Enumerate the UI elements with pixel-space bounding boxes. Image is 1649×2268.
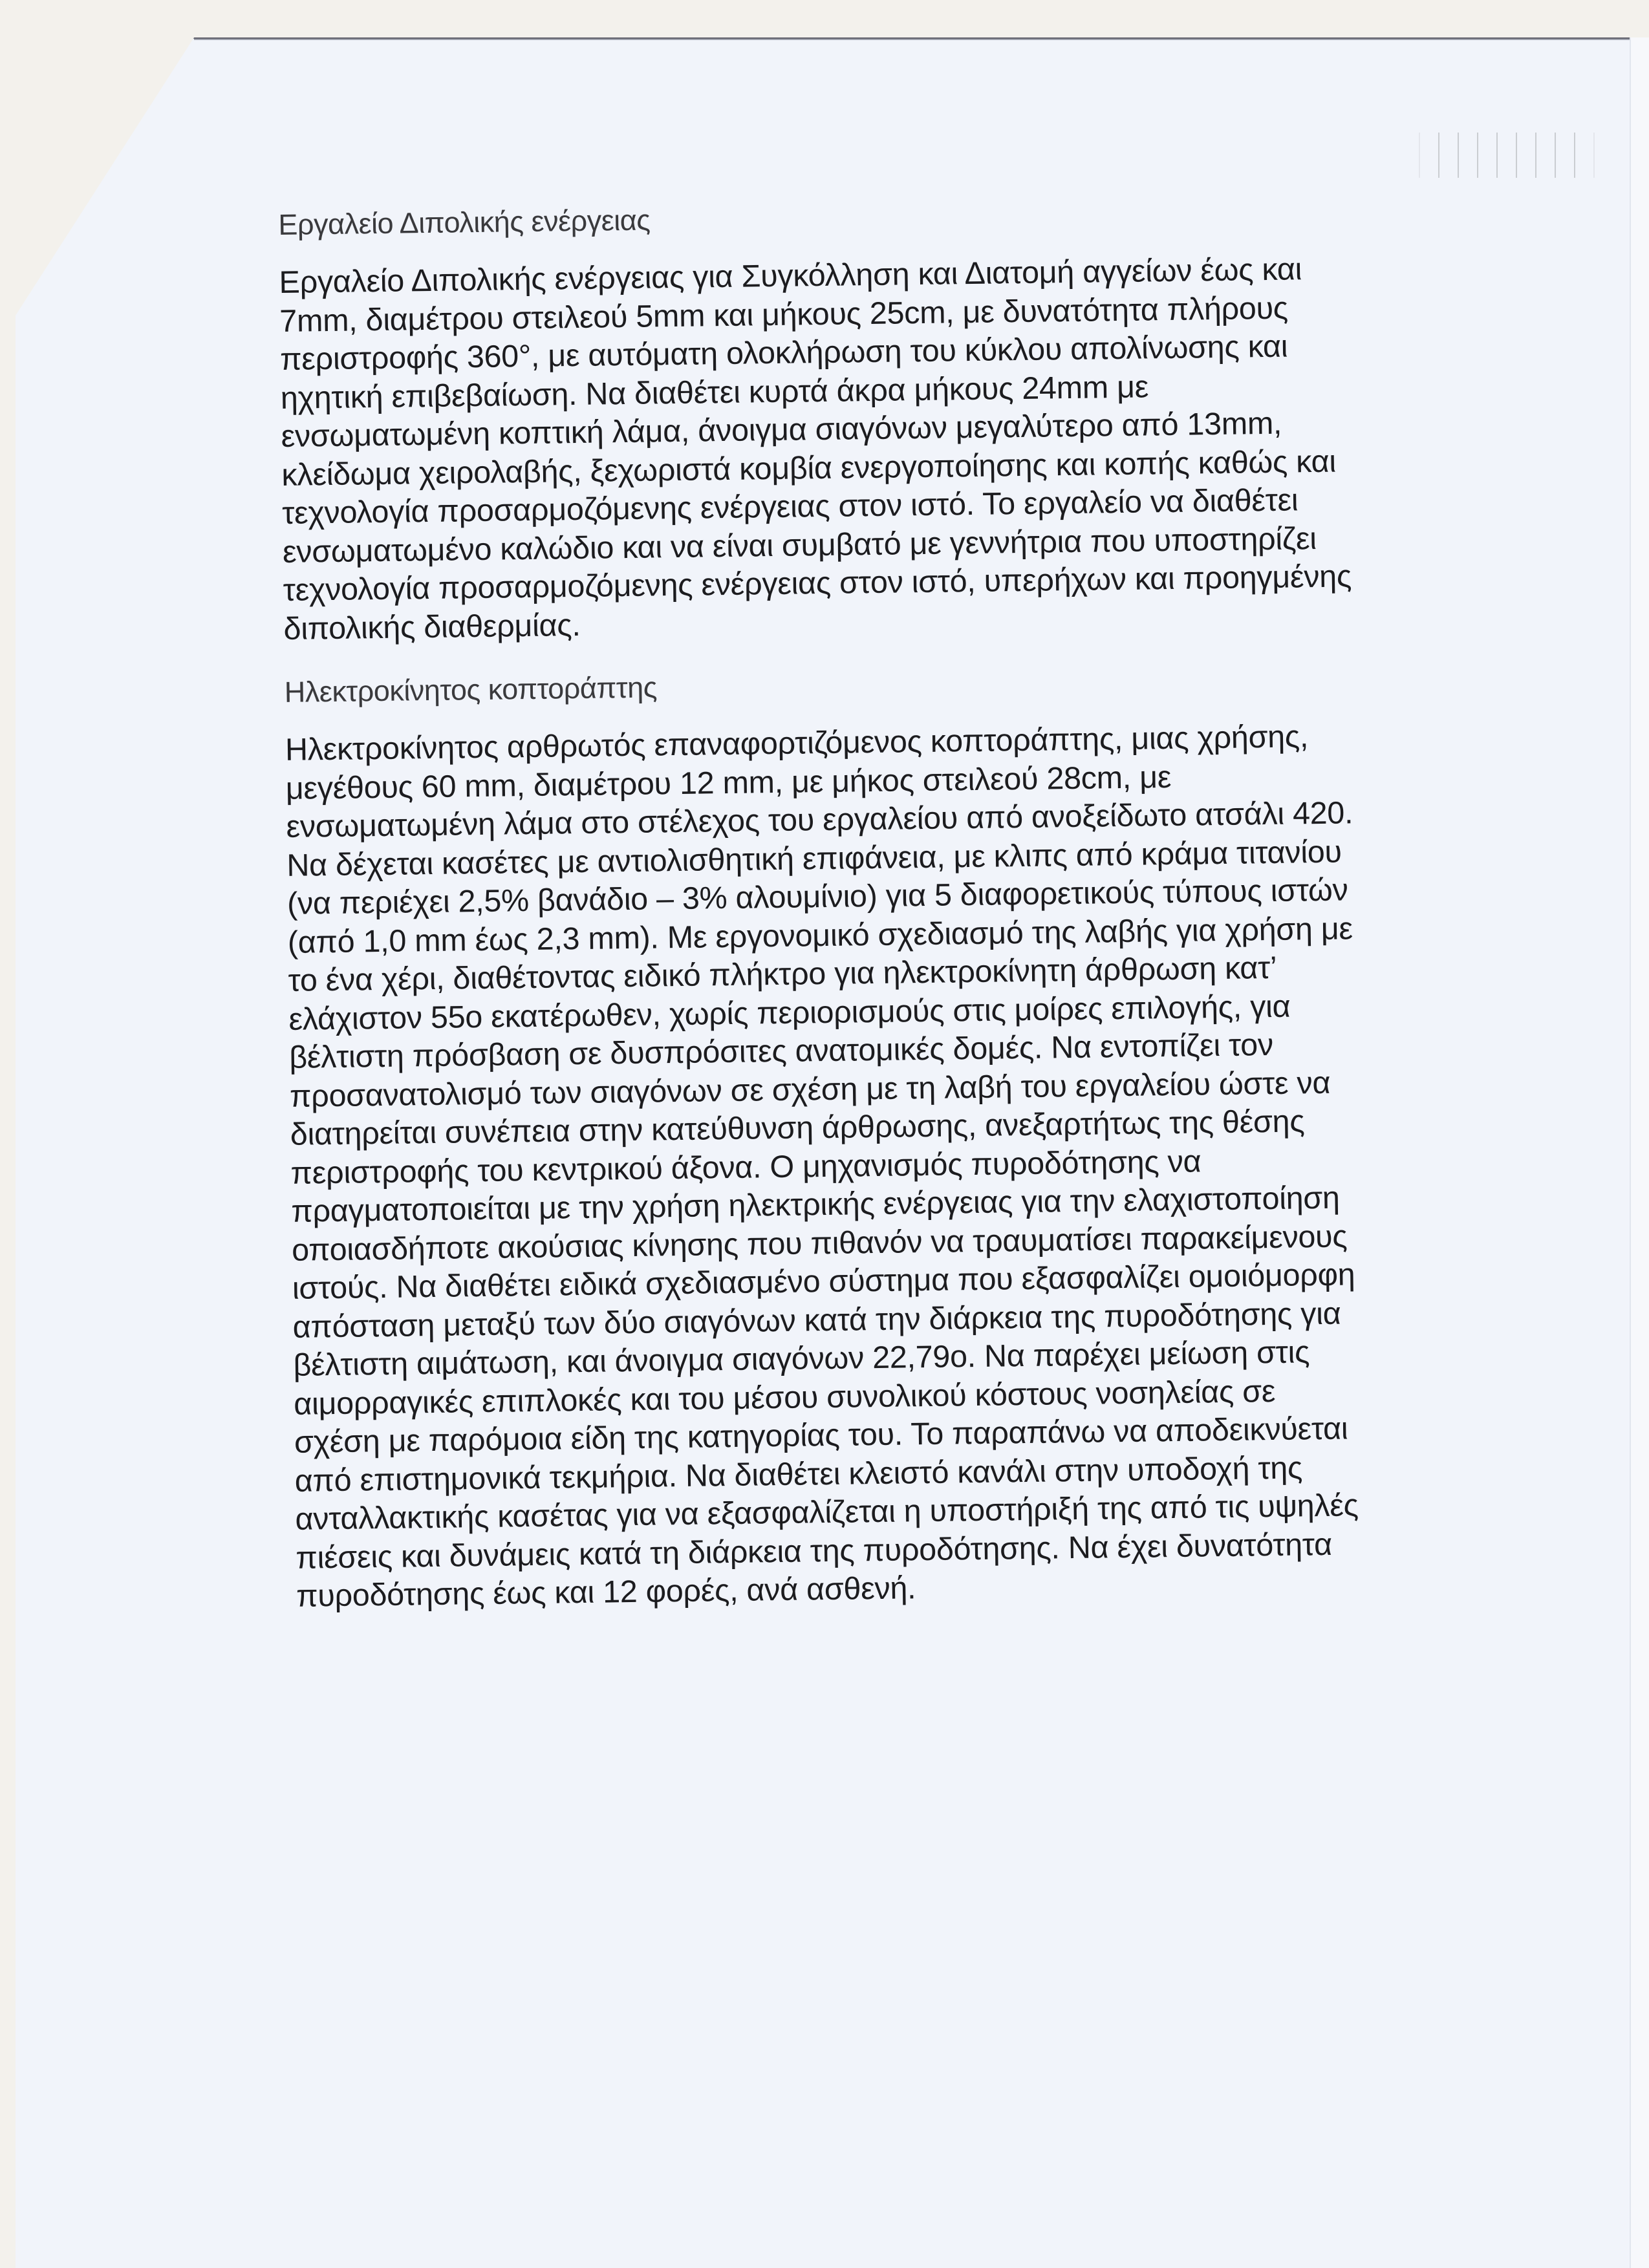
scan-artifact (1410, 133, 1604, 178)
text-line: (να περιέχει 2,5% βανάδιο – 3% αλουμίνιο) για 5 διαφορετικούς τύπους ιστών (286, 872, 1348, 921)
text-line: ενσωματωμένο καλώδιο και να είναι συμβατό με γεννήτρια που υποστηρίζει (282, 520, 1317, 570)
text-line: Να δέχεται κασέτες με αντιολισθητική επιφάνεια, με κλιπς από κράμα τιτανίου (286, 834, 1342, 883)
text-line: περιστροφής 360°, με αυτόματη ολοκλήρωση του κύκλου απολίνωσης και (279, 328, 1288, 377)
section-heading: Ηλεκτροκίνητος κοπτοράπτης (284, 670, 658, 709)
text-line: διατηρείται συνέπεια στην κατεύθυνση άρθρωσης, ανεξαρτήτως της θέσης (290, 1104, 1305, 1152)
text-line: πυροδότησης έως και 12 φορές, ανά ασθενή. (296, 1570, 916, 1614)
text-line: το ένα χέρι, διαθέτοντας ειδικό πλήκτρο για ηλεκτροκίνητη άρθρωση κατ’ (288, 950, 1277, 998)
text-line: τεχνολογία προσαρμοζόμενης ενέργειας στον ιστό, υπερήχων και προηγμένης (283, 559, 1352, 608)
text-line: προσανατολισμό των σιαγόνων σε σχέση με τη λαβή του εργαλείου ώστε να (289, 1065, 1331, 1114)
text-line: ελάχιστον 55ο εκατέρωθεν, χωρίς περιορισμούς στις μοίρες επιλογής, για (288, 989, 1291, 1037)
page-top-edge-shadow (194, 37, 1649, 40)
section-bipolar-energy-tool (278, 191, 1435, 648)
text-line: βέλτιστη αιμάτωση, και άνοιγμα σιαγόνων 22,79ο. Να παρέχει μείωση στις (293, 1334, 1310, 1383)
text-line: απόσταση μεταξύ των δύο σιαγόνων κατά την διάρκεια της πυροδότησης για (292, 1296, 1341, 1345)
text-line: 7mm, διαμέτρου στειλεού 5mm και μήκους 25cm, με δυνατότητα πλήρους (279, 290, 1289, 339)
section-heading: Εργαλείο Διπολικής ενέργειας (278, 203, 651, 241)
text-line: διπολικής διαθερμίας. (283, 607, 581, 647)
text-line: οποιασδήποτε ακούσιας κίνησης που πιθανόν να τραυματίσει παρακείμενους (291, 1218, 1348, 1268)
text-line: μεγέθους 60 mm, διαμέτρου 12 mm, με μήκος στειλεού 28cm, με (285, 759, 1172, 806)
text-line: σχέση με παρόμοια είδη της κατηγορίας του. Το παραπάνω να αποδεικνύεται (294, 1411, 1348, 1460)
text-line: ενσωματωμένη λάμα στο στέλεχος του εργαλείου από ανοξείδωτο ατσάλι 420. (286, 795, 1353, 844)
text-line: πραγματοποιείται με την χρήση ηλεκτρικής ενέργειας για την ελαχιστοποίηση (291, 1180, 1340, 1229)
text-line: περιστροφής του κεντρικού άξονα. Ο μηχανισμός πυροδότησης να (290, 1143, 1202, 1191)
section-body (285, 716, 1448, 1616)
section-powered-stapler (284, 658, 1447, 1616)
page-right-edge (1630, 37, 1649, 2268)
text-line: ηχητική επιβεβαίωση. Να διαθέτει κυρτά άκρα μήκους 24mm με (280, 369, 1149, 416)
text-line: ανταλλακτικής κασέτας για να εξασφαλίζεται η υποστήριξή της από τις υψηλές (295, 1488, 1359, 1537)
section-body (279, 249, 1435, 648)
text-line: Εργαλείο Διπολικής ενέργειας για Συγκόλληση και Διατομή αγγείων έως και (279, 251, 1302, 300)
text-line: ενσωματωμένη κοπτική λάμα, άνοιγμα σιαγόνων μεγαλύτερο από 13mm, (281, 405, 1282, 454)
text-line: πιέσεις και δυνάμεις κατά τη διάρκεια της πυροδότησης. Να έχει δυνατότητα (296, 1526, 1333, 1576)
text-line: βέλτιστη πρόσβαση σε δυσπρόσιτες ανατομικές δομές. Να εντοπίζει τον (288, 1027, 1274, 1075)
text-line: τεχνολογία προσαρμοζόμενης ενέργειας στον ιστό. Το εργαλείο να διαθέτει (281, 482, 1299, 531)
text-line: ιστούς. Να διαθέτει ειδικά σχεδιασμένο σύστημα που εξασφαλίζει ομοιόμορφη (292, 1257, 1355, 1306)
text-line: (από 1,0 mm έως 2,3 mm). Με εργονομικό σχεδιασμό της λαβής για χρήση με (287, 910, 1353, 960)
text-line: από επιστημονικά τεκμήρια. Να διαθέτει κλειστό κανάλι στην υποδοχή της (294, 1450, 1303, 1499)
text-line: Ηλεκτροκίνητος αρθρωτός επαναφορτιζόμενος κοπτοράπτης, μιας χρήσης, (285, 719, 1309, 767)
document-content (278, 191, 1448, 1641)
text-line: κλείδωμα χειρολαβής, ξεχωριστά κομβία ενεργοποίησης και κοπής καθώς και (281, 444, 1337, 493)
text-line: αιμορραγικές επιπλοκές και του μέσου συνολικού κόστους νοσηλείας σε (293, 1373, 1276, 1422)
